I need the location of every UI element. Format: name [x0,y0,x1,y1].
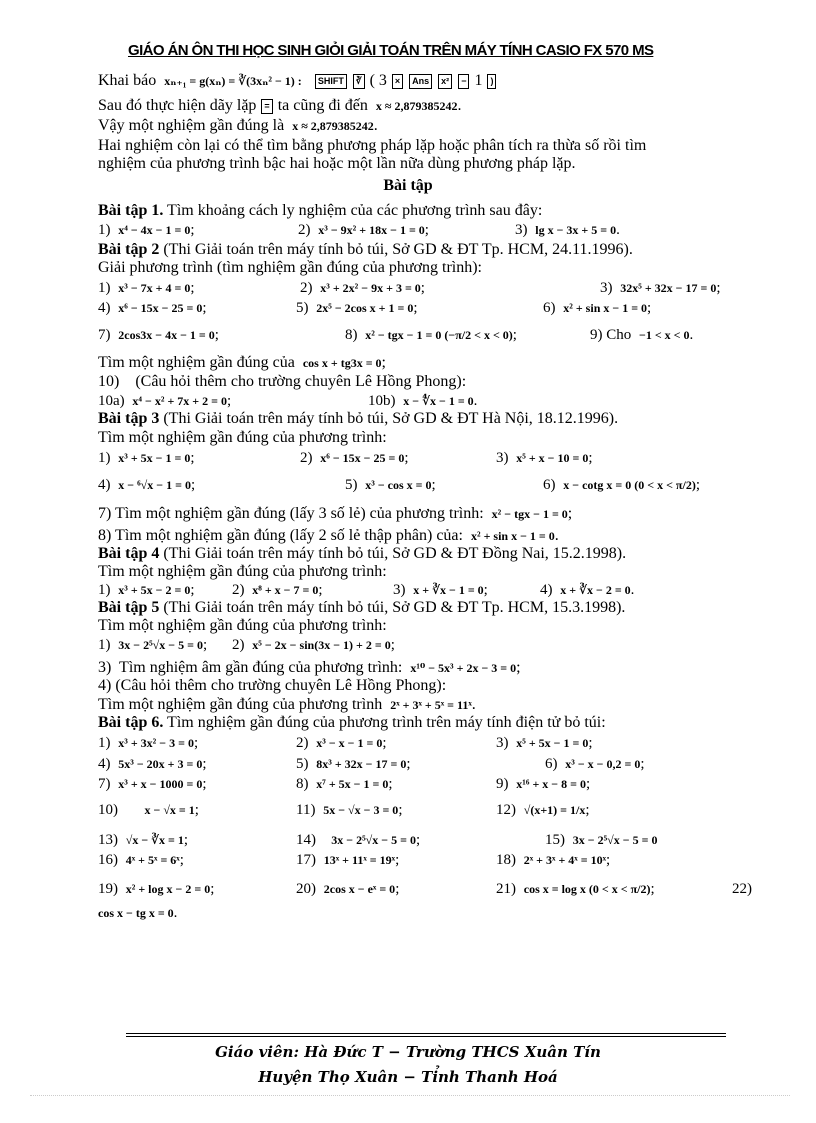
key-ans: Ans [409,74,432,89]
footer-rule [126,1033,726,1034]
page-header: GIÁO ÁN ÔN THI HỌC SINH GIỎI GIẢI TOÁN TRÊN MÁY TÍNH CASIO FX 570 MS [128,42,654,59]
iterate-line: Sau đó thực hiện dãy lặp = ta cũng đi đến x ≈ 2,879385242. [98,97,462,114]
key-close-paren: ) [487,74,496,89]
key-multiply: × [392,74,403,89]
key-equals: = [261,99,272,114]
key-square: x² [438,74,452,89]
section-title: Bài tập [383,177,433,194]
paragraph-line-2: nghiệm của phương trình bậc hai hoặc một lần nữa dùng phương pháp lặp. [98,155,576,172]
key-cuberoot: ∛ [353,74,365,89]
result-line: Vậy một nghiệm gần đúng là x ≈ 2,879385242. [98,117,378,134]
declare-line: Khai báo xₙ₊₁ = g(xₙ) = ∛(3xₙ² − 1) : SHIFT ∛ ( 3 × Ans x² − 1 ) [98,72,497,90]
footer-teacher: Giáo viên: Hà Đức T − Trường THCS Xuân Tín [215,1043,601,1061]
key-shift: SHIFT [315,74,347,89]
key-minus: − [458,74,469,89]
footer-location: Huyện Thọ Xuân − Tỉnh Thanh Hoá [258,1068,558,1086]
key-sequence: SHIFT ∛ ( 3 × Ans x² − 1 ) [314,72,498,89]
paragraph-line-1: Hai nghiệm còn lại có thể tìm bằng phương pháp lặp hoặc phân tích ra thừa số rồi tìm [98,137,647,154]
document-page: GIÁO ÁN ÔN THI HỌC SINH GIỎI GIẢI TOÁN TRÊN MÁY TÍNH CASIO FX 570 MS Khai báo xₙ₊₁ = g(xₙ) = ∛(3xₙ² − 1) : SHIFT ∛ ( 3 × Ans x² − 1 ) Sau đó thực hiện dãy lặp = ta cũng đi đến x ≈ 2,879385242. Vậy một nghiệm gần đúng là x ≈ 2,879385242. Hai nghiệm còn lại có thể tìm bằng phương pháp lặp hoặc phân tích ra thừa số rồi tìm nghiệm của phương trình bậc hai hoặc một lần nữa dùng phương pháp lặp. Bài tập Bài tập 1. Tìm khoảng cách ly nghiệm của các phương trình sau đây: 1) x⁴ − 4x − 1 = 0; 2) x³ − 9x² + 18x − 1 = 0; 3) lg x − 3x + 5 = 0. Bài tập 2 (Thi Giải toán trên máy tính bỏ túi, Sở GD & ĐT Tp. HCM, 24.11.1996). Giải phương trình (tìm nghiệm gần đúng của phương trình): 1) x³ − 7x + 4 = 0; 2) x³ + 2x² − 9x + 3 = 0; 3) 32x⁵ + 32x − 17 = 0; 4) x⁶ − 15x − 25 = 0; 5) 2x⁵ − 2cos x + 1 = 0; 6) x² + sin x − 1 = 0; 7) 2cos3x − 4x − 1 = 0; 8) x² − tgx − 1 = 0 (−π/2 < x < 0); 9) Cho −1 < x < 0. Tìm một nghiệm gần đúng của cos x + tg3x = 0; 10) (Câu hỏi thêm cho trường chuyên Lê Hồng Phong): 10a) x⁴ − x² + 7x + 2 = 0; 10b) x − ∜x − 1 = 0. Bài tập 3 (Thi Giải toán trên máy tính bỏ túi, Sở GD & ĐT Hà Nội, 18.12.1996). Tìm một nghiệm gần đúng của phương trình: 1) x³ + 5x − 1 = 0; 2) x⁶ − 15x − 25 = 0; 3) x⁵ + x − 10 = 0; 4) x − ⁶√x − 1 = 0; 5) x³ − cos x = 0; 6) x − cotg x = 0 (0 < x < π/2); 7) Tìm một nghiệm gần đúng (lấy 3 số lẻ) của phương trình: x² − tgx − 1 = 0; 8) Tìm một nghiệm gần đúng (lấy 2 số lẻ thập phân) của: x² + sin x − 1 = 0. Bài tập 4 (Thi Giải toán trên máy tính bỏ túi, Sở GD & ĐT Đồng Nai, 15.2.1998). Tìm một nghiệm gần đúng của phương trình: 1) x³ + 5x − 2 = 0; 2) x⁸ + x − 7 = 0; 3) x + ∛x − 1 = 0; 4) x + ∛x − 2 = 0. Bài tập 5 (Thi Giải toán trên máy tính bỏ túi, Sở GD & ĐT Tp. HCM, 15.3.1998). Tìm một nghiệm gần đúng của phương trình: 1) 3x − 2⁵√x − 5 = 0; 2) x⁵ − 2x − sin(3x − 1) + 2 = 0; 3) Tìm nghiệm âm gần đúng của phương trình: x¹⁰ − 5x³ + 2x − 3 = 0; 4) (Câu hỏi thêm cho trường chuyên Lê Hồng Phong): Tìm một nghiệm gần đúng của phương trình 2ˣ + 3ˣ + 5ˣ = 11ˣ. Bài tập 6. Tìm nghiệm gần đúng của phương trình trên máy tính điện tử bỏ túi: 1) x³ + 3x² − 3 = 0; 2) x³ − x − 1 = 0; 3) x⁵ + 5x − 1 = 0; 4) 5x³ − 20x + 3 = 0; 5) 8x³ + 32x − 17 = 0; 6) x³ − x − 0,2 = 0; 7) x³ + x − 1000 = 0; 8) x⁷ + 5x − 1 = 0; 9) x¹⁶ + x − 8 = 0; 10) x − √x = 1; 11) 5x − √x − 3 = 0; 12) √(x+1) = 1/x; 13) √x − ∛x = 1; 14) 3x − 2⁵√x − 5 = 0; 15) 3x − 2⁵√x − 5 = 0 16) 4ˣ + 5ˣ = 6ˣ; 17) 13ˣ + 11ˣ = 19ˣ; 18) 2ˣ + 3ˣ + 4ˣ = 10ˣ; 19) x² + log x − 2 = 0; 20) 2cos x − eˣ = 0; 21) cos x = log x (0 < x < π/2); 22) cos x − tg x = 0. Giáo viên: Hà Đức T − Trường THCS Xuân Tín Huyện Thọ Xuân − Tỉnh Thanh Hoá [0,0,816,1123]
